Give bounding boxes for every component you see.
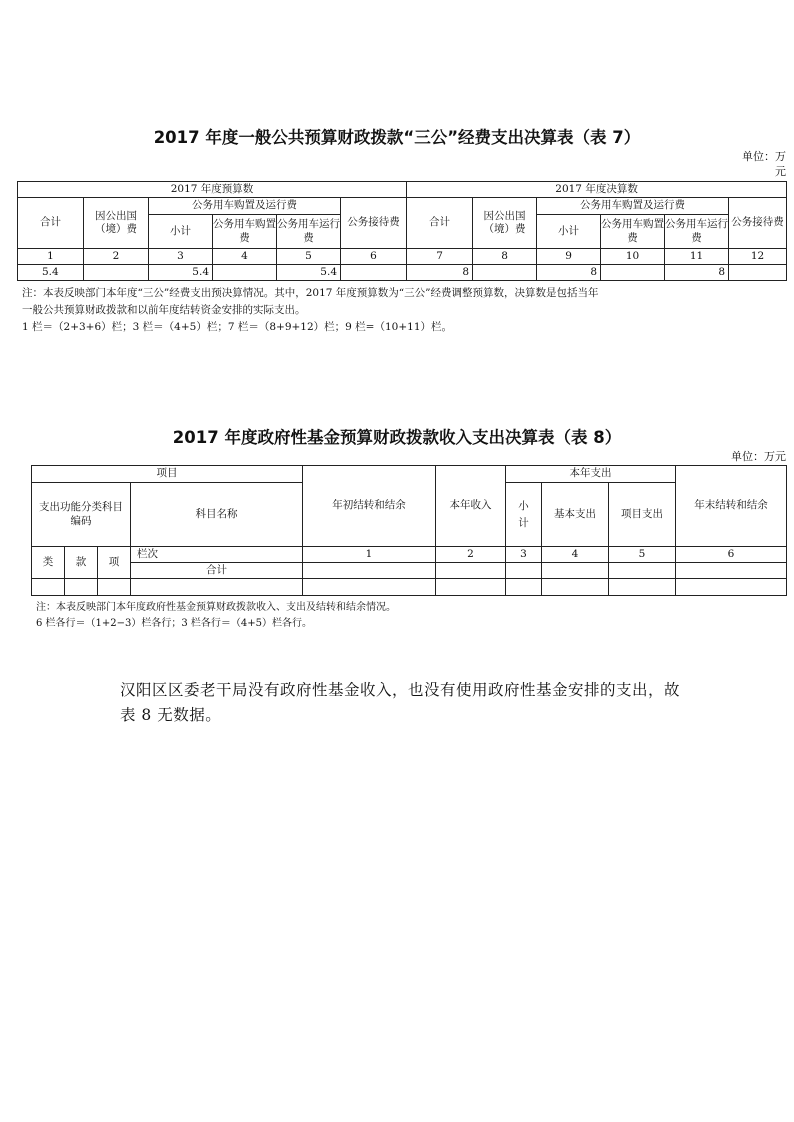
table7-col-number: 11: [665, 249, 729, 265]
table8-empty-cell: [506, 563, 542, 579]
table7-header-subtotal-final: 小计: [537, 215, 601, 249]
table8-empty-cell: [436, 579, 506, 596]
table8-col-number: 2: [436, 547, 506, 563]
table7-header-vehicle-purchase-final: 公务用车购置费: [601, 215, 665, 249]
table8-empty-cell: [676, 579, 787, 596]
table7-header-subtotal: 小计: [149, 215, 213, 249]
table7-col-number: 2: [84, 249, 149, 265]
table8-header-project: 项目支出: [609, 483, 676, 547]
table8-blank-row: [32, 579, 787, 596]
table8-header-beginning: 年初结转和结余: [303, 466, 436, 547]
table7-unit: 单位：万元: [742, 150, 786, 178]
table7-value-cell: [84, 265, 149, 281]
table7-note-line: 注：本表反映部门本年度“三公”经费支出预决算情况。其中，2017 年度预算数为“三公”经费调整预算数，决算数是包括当年: [22, 287, 599, 299]
table7-value-cell: 8: [407, 265, 473, 281]
table7-header-vehicle-group-final: 公务用车购置及运行费: [537, 198, 729, 215]
table7-value-cell: [601, 265, 665, 281]
table8-total-row: [32, 563, 787, 579]
table7-value-cell: 5.4: [149, 265, 213, 281]
table7-note: [22, 285, 792, 336]
table7-value-cell: [213, 265, 277, 281]
table8-empty-cell: [98, 579, 131, 596]
table8-header-func-code: 支出功能分类科目编码: [32, 483, 131, 547]
table8-note-line: 6 栏各行＝（1+2−3）栏各行；3 栏各行＝（4+5）栏各行。: [36, 618, 313, 629]
table7-value-cell: [341, 265, 407, 281]
table8-empty-cell: [676, 563, 787, 579]
table7-header-abroad: 因公出国（境）费: [84, 198, 149, 249]
table7-col-number: 4: [213, 249, 277, 265]
table8-empty-cell: [131, 579, 303, 596]
table8-empty-cell: [436, 563, 506, 579]
table7-col-number: 12: [729, 249, 787, 265]
table7-col-number: 1: [18, 249, 84, 265]
table8-col-number: 3: [506, 547, 542, 563]
table7-value-cell: 5.4: [18, 265, 84, 281]
table7-value-cell: [473, 265, 537, 281]
table7-header-budget: 2017 年度预算数: [18, 182, 407, 198]
table7-header-reception-final: 公务接待费: [729, 198, 787, 249]
table7-value-cell: 8: [537, 265, 601, 281]
table8-empty-cell: [542, 563, 609, 579]
table7-header-reception: 公务接待费: [341, 198, 407, 249]
table8-header-section: 款: [65, 547, 98, 579]
table8-header-subject-name: 科目名称: [131, 483, 303, 547]
table7-col-number: 5: [277, 249, 341, 265]
table8-empty-cell: [303, 563, 436, 579]
table7-value-cell: 5.4: [277, 265, 341, 281]
table7-col-number: 7: [407, 249, 473, 265]
table8-header-basic: 基本支出: [542, 483, 609, 547]
table8-unit: 单位：万元: [731, 450, 786, 463]
table7-header-vehicle-purchase: 公务用车购置费: [213, 215, 277, 249]
table7-header-vehicle-operation-final: 公务用车运行费: [665, 215, 729, 249]
table8-row-col-index: 栏次: [131, 547, 303, 563]
table7-col-number: 3: [149, 249, 213, 265]
table7-col-number: 9: [537, 249, 601, 265]
table7-col-number: 6: [341, 249, 407, 265]
table7-title: 2017 年度一般公共预算财政拨款“三公”经费支出决算表（表 7）: [153, 128, 641, 147]
table8-header-income: 本年收入: [436, 466, 506, 547]
table7-header-final: 2017 年度决算数: [407, 182, 787, 198]
table8-col-number: 1: [303, 547, 436, 563]
table7-header-vehicle-group: 公务用车购置及运行费: [149, 198, 341, 215]
table7-header-vehicle-operation: 公务用车运行费: [277, 215, 341, 249]
table8-header-item-level: 项: [98, 547, 131, 579]
table7-value-cell: 8: [665, 265, 729, 281]
table8-header-current-expense: 本年支出: [506, 466, 676, 483]
table8-empty-cell: [609, 563, 676, 579]
table8-col-number: 6: [676, 547, 787, 563]
table7-col-number: 8: [473, 249, 537, 265]
table7-note-line: 1 栏＝（2+3+6）栏；3 栏＝（4+5）栏；7 栏＝（8+9+12）栏；9 栏=（10+11）栏。: [22, 321, 453, 333]
table7: [17, 181, 787, 281]
table7-values-row: [18, 265, 787, 281]
table7-value-cell: [729, 265, 787, 281]
table8-note: [36, 600, 786, 632]
table8-header-subtotal: 小计: [506, 483, 542, 547]
table8-header-item: 项目: [32, 466, 303, 483]
table7-col-number: 10: [601, 249, 665, 265]
table8-title: 2017 年度政府性基金预算财政拨款收入支出决算表（表 8）: [172, 428, 622, 447]
table8-note-line: 注：本表反映部门本年度政府性基金预算财政拨款收入、支出及结转和结余情况。: [36, 602, 396, 613]
table8-row-total: 合计: [131, 563, 303, 579]
table7-header-abroad-final: 因公出国（境）费: [473, 198, 537, 249]
table8-col-number: 4: [542, 547, 609, 563]
table8-empty-cell: [609, 579, 676, 596]
table8-col-number: 5: [609, 547, 676, 563]
table7-header-total-final: 合计: [407, 198, 473, 249]
table8-header-class: 类: [32, 547, 65, 579]
table8-empty-cell: [65, 579, 98, 596]
table8-header-ending: 年末结转和结余: [676, 466, 787, 547]
table7-column-index-row: [18, 249, 787, 265]
table7-header-total: 合计: [18, 198, 84, 249]
table7-note-line: 一般公共预算财政拨款和以前年度结转资金安排的实际支出。: [22, 304, 306, 316]
table8-empty-cell: [303, 579, 436, 596]
table8-empty-cell: [542, 579, 609, 596]
statement-paragraph: 汉阳区区委老干局没有政府性基金收入，也没有使用政府性基金安排的支出，故表 8 无数据。: [120, 681, 681, 724]
table8-empty-cell: [506, 579, 542, 596]
table8-empty-cell: [32, 579, 65, 596]
table8: [31, 465, 787, 596]
